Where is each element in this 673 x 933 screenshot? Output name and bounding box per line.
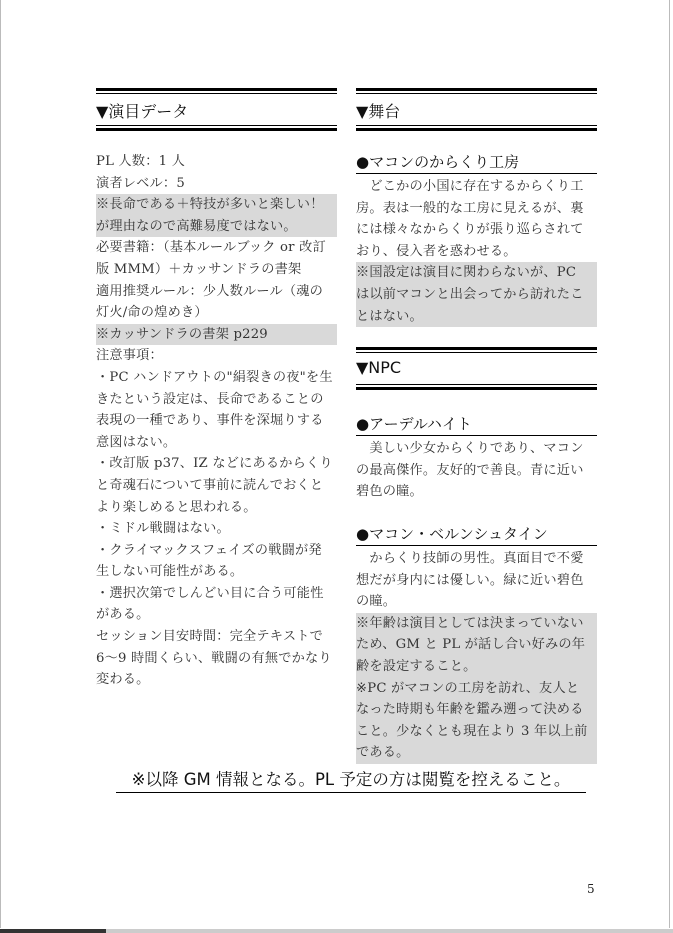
text-line: PL 人数：1 人 bbox=[96, 154, 185, 169]
note-line: ※PC がマコンの工房を訪れ、友人と bbox=[356, 678, 597, 700]
subheading-adelheid: ●アーデルハイト bbox=[356, 413, 597, 436]
text-line: の最高傑作。友好的で善良。青に近い bbox=[356, 462, 584, 478]
text-line: きたという設定は、長命であることの bbox=[96, 391, 324, 407]
subheading-workshop: ●マコンのからくり工房 bbox=[356, 151, 597, 174]
note-line: が理由なので高難易度ではない。 bbox=[96, 216, 337, 238]
text-line: 変わる。 bbox=[96, 672, 150, 688]
section-heading-performance-data bbox=[96, 88, 337, 132]
heading-text: ▼演目データ bbox=[96, 102, 189, 121]
text-line: 想だが身内には優しい。緑に近い碧色 bbox=[356, 572, 584, 588]
adelheid-body bbox=[356, 438, 597, 503]
note-line: ※年齢は演目としては決まっていない bbox=[356, 613, 597, 635]
text-line: ・PC ハンドアウトの"絹裂きの夜"を生 bbox=[96, 369, 333, 385]
horizontal-scrollbar[interactable] bbox=[0, 929, 673, 933]
text-line: の瞳。 bbox=[356, 594, 397, 610]
note-line: こと。少なくとも現在より 3 年以上前 bbox=[356, 721, 597, 743]
text-line: ・選択次第でしんどい目に合う可能性 bbox=[96, 585, 324, 601]
text-line: セッション目安時間：完全テキストで bbox=[96, 629, 324, 645]
heading-text: ▼舞台 bbox=[356, 102, 401, 121]
text-line: 意図はない。 bbox=[96, 434, 177, 450]
text-line: 灯火/命の煌めき） bbox=[96, 305, 208, 321]
note-line: ※カッサンドラの書架 p229 bbox=[96, 324, 337, 346]
section-heading-stage bbox=[356, 88, 597, 132]
section-heading-npc bbox=[356, 347, 597, 391]
note-line: ため、GM と PL が話し合い好みの年 bbox=[356, 634, 597, 656]
text-line: おり、侵入者を惑わせる。 bbox=[356, 243, 517, 259]
text-line: 演者レベル：5 bbox=[96, 175, 185, 191]
text-line: ・ミドル戦闘はない。 bbox=[96, 521, 230, 537]
text-line: からくり技師の男性。真面目で不愛 bbox=[356, 550, 584, 566]
note-line: 齢を設定すること。 bbox=[356, 656, 597, 678]
note-line: とはない。 bbox=[356, 306, 597, 328]
note-line: ※国設定は演目に関わらないが、PC bbox=[356, 262, 597, 284]
subheading-macon: ●マコン・ベルンシュタイン bbox=[356, 523, 597, 546]
performance-data-body bbox=[96, 151, 337, 691]
text-line: 版 MMM）＋カッサンドラの書架 bbox=[96, 261, 302, 277]
note-line: なった時期も年齢を鑑み遡って決める bbox=[356, 699, 597, 721]
text-line: には様々なからくりが張り巡らされて bbox=[356, 222, 584, 238]
text-line: ・クライマックスフェイズの戦闘が発 bbox=[96, 542, 322, 558]
text-line: 碧色の瞳。 bbox=[356, 484, 423, 500]
heading-text: ▼NPC bbox=[356, 358, 402, 378]
text-line: より楽しめると思われる。 bbox=[96, 499, 257, 515]
page-number: 5 bbox=[587, 882, 595, 896]
note-line: ※長命である＋特技が多いと楽しい！ bbox=[96, 194, 337, 216]
text-line: 必要書籍：（基本ルールブック or 改訂 bbox=[96, 240, 326, 256]
text-line: 適用推奨ルール：少人数ルール（魂の bbox=[96, 283, 324, 299]
text-line: どこかの小国に存在するからくり工 bbox=[356, 179, 584, 194]
right-column bbox=[356, 88, 597, 764]
left-column bbox=[96, 88, 337, 691]
stage-body bbox=[356, 176, 597, 327]
text-line: 房。表は一般的な工房に見えるが、裏 bbox=[356, 200, 584, 216]
scrollbar-thumb[interactable] bbox=[0, 929, 106, 933]
note-line: は以前マコンと出会ってから訪れたこ bbox=[356, 284, 597, 306]
text-line: 6〜9 時間くらい、戦闘の有無でかなり bbox=[96, 650, 332, 666]
note-line: である。 bbox=[356, 742, 597, 764]
text-line: 表現の一種であり、事件を深堀りする bbox=[96, 413, 324, 429]
text-line: ・改訂版 p37、IZ などにあるからくり bbox=[96, 456, 333, 472]
text-line: 注意事項： bbox=[96, 348, 163, 364]
gm-info-notice: ※以降 GM 情報となる。PL 予定の方は閲覧を控えること。 bbox=[116, 768, 586, 793]
text-line: 美しい少女からくりであり、マコン bbox=[356, 441, 584, 457]
text-line: と奇魂石について事前に読んでおくと bbox=[96, 477, 324, 493]
macon-body bbox=[356, 548, 597, 764]
text-line: がある。 bbox=[96, 607, 150, 623]
text-line: 生しない可能性がある。 bbox=[96, 564, 244, 580]
